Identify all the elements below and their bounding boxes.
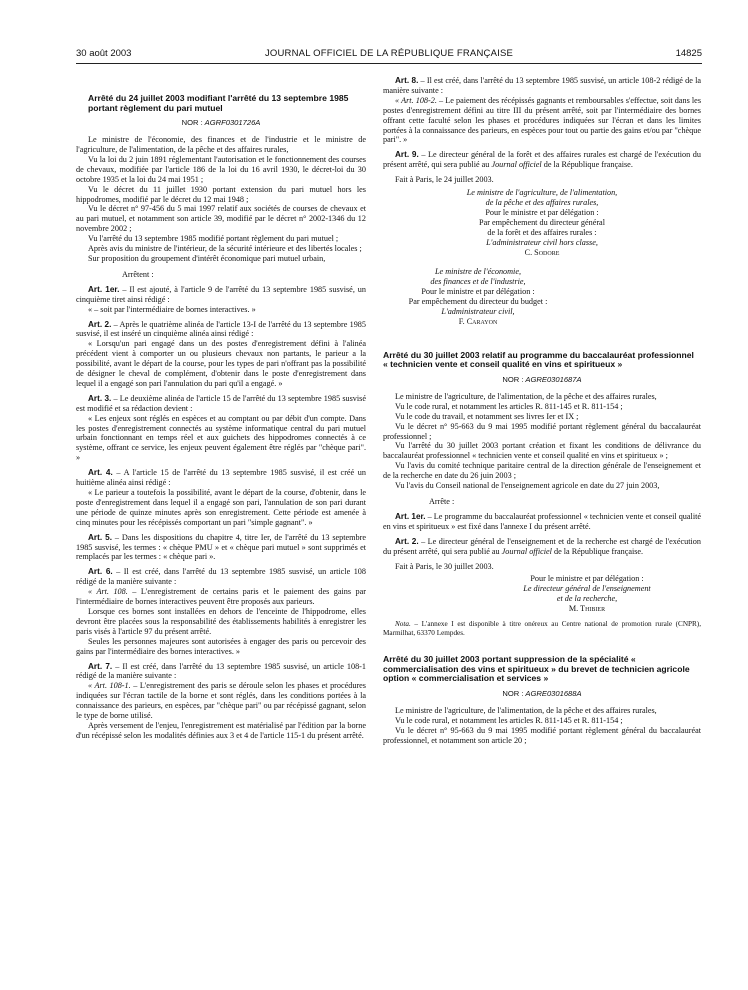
article-text: – Il est créé, dans l'arrêté du 13 septembre 1985 susvisé, un article 108-2 rédigé de la manière suivante : [383, 76, 701, 95]
signature-line: et de la recherche, [556, 594, 618, 604]
quote-label: « Art. 108-1. [88, 681, 131, 691]
quote-label: « Art. 108. [88, 587, 128, 597]
article-label: Art. 2. [395, 536, 419, 546]
article-1 [76, 285, 366, 305]
paragraph: Vu l'arrêté du 13 septembre 1985 modifié portant règlement du pari mutuel ; [88, 234, 339, 244]
signatory-name: C. Sodore [524, 247, 560, 257]
article-label: Art. 2. [88, 319, 112, 329]
header-date: 30 août 2003 [76, 48, 132, 59]
paragraph: Vu l'avis du comité technique paritaire central de la direction générale de l'enseignement et de la recherche en date du 26 juin 2003 ; [383, 461, 701, 481]
paragraph: Lorsque ces bornes sont installées en dehors de l'enceinte de l'hippodrome, elles devront être placées sous la responsabilité des établissements habilités à enregistrer les paris visés à l'article 97 du présent arrêté. [76, 606, 366, 636]
nor-reference [76, 118, 366, 128]
article-label: Art. 3. [88, 393, 112, 403]
signatory-name: F. Carayon [458, 316, 498, 326]
signature-line: de la pêche et des affaires rurales, [485, 197, 599, 207]
paragraph: Le ministre de l'agriculture, de l'alimentation, de la pêche et des affaires rurales, [395, 705, 657, 715]
decree-title: Arrêté du 30 juillet 2003 portant suppression de la spécialité « commercialisation des vins et spiritueux » du brevet de technicien agricole option « commercialisation et services » [383, 654, 690, 684]
nor-label: NOR : [181, 118, 203, 128]
left-column [76, 94, 366, 741]
paragraph: Vu le code rural, et notamment les articles R. 811-145 et R. 811-154 ; [395, 715, 623, 725]
decree-title: Arrêté du 24 juillet 2003 modifiant l'arrêté du 13 septembre 1985 portant règlement du pari mutuel [88, 93, 349, 113]
article-quote: « Lorsqu'un pari engagé dans un des postes d'enregistrement défini à l'alinéa précédent vient à comporter un ou plusieurs chevaux non partants, le parieur a la possibilité, avant le départ de la course, pour les types de pari n'offrant pas la possibilité de désigner le cheval de complément, d'obtenir dans le poste d'enregistrement dans lequel il a engagé son pari l'annulation du pari qu'il a engagé. » [76, 339, 366, 388]
paragraph: Vu le décret n° 95-663 du 9 mai 1995 modifié portant règlement général du baccalauréat professionnel ; [383, 421, 701, 441]
quote-text: – L'enregistrement des paris se déroule selon les phases et procédures indiquées sur l'écran tactile de la borne et sont réglés, dans les conditions portées à la connaissance des parieurs, en espèces, par "chèque pari" ou par récépissé gagnant, selon le type de borne utilisé. [76, 681, 366, 721]
article-text: – Il est ajouté, à l'article 9 de l'arrêté du 13 septembre 1985 susvisé, un cinquième tiret ainsi rédigé : [76, 284, 366, 304]
article-text: – Il est créé, dans l'arrêté du 13 septembre 1985 susvisé, un article 108-1 rédigé de la manière suivante : [76, 661, 366, 681]
signature-line: de la forêt et des affaires rurales : [487, 227, 597, 237]
decree-title: Arrêté du 30 juillet 2003 relatif au programme du baccalauréat professionnel « technicien vente et conseil qualité en vins et spiritueux » [383, 349, 694, 370]
section-spacer [383, 637, 701, 655]
arretent-heading: Arrêtent : [122, 269, 154, 279]
article-2 [383, 537, 701, 557]
right-column [383, 76, 701, 746]
nota-note [383, 620, 701, 637]
article-label: Art. 7. [88, 661, 113, 671]
nota-text: – L'annexe I est disponible à titre onéreux au Centre national de promotion rurale (CNPR), Marmilhat, 63370 Lempdes. [383, 620, 701, 637]
article-label: Art. 6. [88, 567, 113, 577]
signatory-name: M. Thibier [568, 604, 606, 614]
article-text: – Après le quatrième alinéa de l'article 13-I de l'arrêté du 13 septembre 1985 susvisé, il est inséré un cinquième alinéa ainsi rédigé : [76, 319, 366, 339]
paragraph: Vu l'avis du Conseil national de l'enseignement agricole en date du 27 juin 2003, [395, 481, 660, 491]
article-quote: « Les enjeux sont réglés en espèces et au comptant ou par débit d'un compte. Dans les postes d'enregistrement connectés au système informatique central du pari mutuel urbain fonctionnant en temps réel et aux guichets des hippodromes connectés à ce système, offrant ce service, les enjeux peuvent également être réglés par "chèque pari". » [76, 413, 366, 463]
article-text: – Le directeur général de l'enseignement et de la recherche est chargé de l'exécution du présent arrêté, qui sera publié au [383, 536, 701, 556]
article-quote [76, 587, 366, 607]
article-quote [76, 681, 366, 721]
article-9 [383, 150, 701, 170]
paragraph: Vu le décret n° 97-456 du 5 mai 1997 relatif aux sociétés de courses de chevaux et au pari mutuel, et notamment son article 39, modifié par le décret n° 2002-1346 du 12 novembre 2002 ; [76, 204, 366, 234]
paragraph: Après avis du ministre de l'intérieur, de la sécurité intérieure et des libertés locales ; [88, 244, 362, 254]
article-text: – Le deuxième alinéa de l'article 15 de l'arrêté du 13 septembre 1985 susvisé est modifié et sa rédaction devient : [76, 393, 366, 413]
article-text: de la République française. [541, 160, 633, 170]
journal-officiel: Journal officiel [491, 160, 542, 170]
nor-label: NOR : [502, 375, 524, 385]
nor-reference [383, 375, 701, 385]
article-4 [76, 468, 366, 488]
article-label: Art. 9. [395, 150, 419, 160]
article-quote: « – soit par l'intermédiaire de bornes interactives. » [88, 304, 256, 314]
article-7 [76, 662, 366, 682]
paragraph: Vu le décret du 11 juillet 1930 portant extension du pari mutuel hors les hippodromes, modifié par le décret du 12 mai 1948 ; [76, 184, 366, 204]
paragraph: Le ministre de l'agriculture, de l'alimentation, de la pêche et des affaires rurales, [395, 391, 657, 401]
paragraph: Vu la loi du 2 juin 1891 réglementant l'autorisation et le fonctionnement des courses de chevaux, modifiée par l'article 186 de la loi du 16 avril 1930, le décret-loi du 30 octobre 1935 et la loi du 24 mai 1951 ; [76, 154, 366, 184]
article-text: – Dans les dispositions du chapitre 4, titre Ier, de l'arrêté du 13 septembre 1985 susvisé, les termes : « chèque PMU » et « chèque pari mutuel » sont supprimés et remplacés par les termes : « chèque pari ». [76, 532, 366, 562]
article-1 [383, 512, 701, 532]
fait-a-paris: Fait à Paris, le 30 juillet 2003. [395, 561, 494, 571]
article-text: de la République française. [551, 546, 644, 556]
article-text: – Le programme du baccalauréat professionnel « technicien vente et conseil qualité en vins et spiritueux » est fixé dans l'annexe I du présent arrêté. [383, 511, 701, 531]
paragraph: Seules les personnes majeures sont autorisées à engager des paris ou percevoir des gains par l'intermédiaire des bornes interactives. » [76, 636, 366, 656]
nor-code: AGRF0301726A [204, 118, 261, 128]
arrete-heading: Arrête : [429, 497, 455, 506]
signature-block-2 [383, 267, 573, 326]
signature-line: Pour le ministre et par délégation : [485, 207, 599, 217]
paragraph: Vu l'arrêté du 30 juillet 2003 portant création et fixant les conditions de délivrance du baccalauréat professionnel « technicien vente et conseil qualité en vins et spiritueux » ; [383, 441, 701, 461]
signature-line: L'administrateur civil, [441, 307, 515, 317]
article-5 [76, 533, 366, 563]
nor-label: NOR : [502, 689, 524, 699]
signature-line: Par empêchement du directeur du budget : [408, 297, 548, 307]
article-8 [383, 76, 701, 96]
article-text: – Il est créé, dans l'arrêté du 13 septembre 1985 susvisé, un article 108 rédigé de la manière suivante : [76, 567, 366, 587]
quote-label: « Art. 108-2. [395, 95, 437, 105]
article-label: Art. 8. [395, 76, 419, 85]
signature-line: Pour le ministre et par délégation : [421, 287, 535, 297]
nor-reference [383, 689, 701, 699]
quote-text: – L'enregistrement de certains paris et le paiement des gains par l'intermédiaire de bornes interactives peuvent être proposés aux parieurs. [76, 587, 366, 607]
header-journal-title: JOURNAL OFFICIEL DE LA RÉPUBLIQUE FRANÇAISE [264, 48, 514, 59]
paragraph: Vu le code rural, et notamment les articles R. 811-145 et R. 811-154 ; [395, 401, 623, 411]
paragraph: Vu le décret n° 95-663 du 9 mai 1995 modifié portant règlement général du baccalauréat professionnel, et notamment son article 20 ; [383, 725, 701, 745]
paragraph: Vu le code du travail, et notamment ses livres Ier et IX ; [395, 411, 579, 421]
signature-line: des finances et de l'industrie, [430, 277, 526, 287]
article-quote [383, 96, 701, 146]
article-text: – Le directeur général de la forêt et des affaires rurales est chargé de l'exécution du présent arrêté, qui sera publié au [383, 150, 701, 170]
article-label: Art. 1er. [395, 511, 426, 521]
signature-line: Le ministre de l'économie, [434, 267, 522, 277]
article-6 [76, 567, 366, 587]
article-text: – A l'article 15 de l'arrêté du 13 septembre 1985 susvisé, il est créé un huitième alinéa ainsi rédigé : [76, 468, 366, 488]
journal-officiel: Journal officiel [501, 546, 552, 556]
paragraph: Après versement de l'enjeu, l'enregistrement est matérialisé par l'édition par la borne d'un récépissé selon les modalités définies aux 3 et 4 de l'article 115-1 du présent arrêté. [76, 720, 366, 740]
article-quote: « Le parieur a toutefois la possibilité, avant le départ de la course, d'obtenir, dans le poste d'enregistrement dans lequel il a engagé son pari, l'annulation de son pari durant une période de quinze minutes après son enregistrement. Cette période est amenée à cinq minutes pour les récépissés comportant un pari "simple gagnant". » [76, 488, 366, 527]
article-label: Art. 4. [88, 468, 113, 478]
signature-block-3 [473, 574, 701, 614]
nota-label: Nota. [395, 620, 411, 629]
header-rule [76, 63, 702, 64]
section-spacer [383, 327, 701, 351]
header-page-number: 14825 [675, 48, 702, 59]
signature-line: Par empêchement du directeur général [479, 217, 605, 227]
signature-line: L'administrateur civil hors classe, [486, 237, 598, 247]
signature-line: Le ministre de l'agriculture, de l'alimentation, [466, 188, 618, 198]
nor-code: AGRE0301687A [525, 375, 582, 385]
signature-line: Le directeur général de l'enseignement [523, 584, 651, 594]
fait-a-paris: Fait à Paris, le 24 juillet 2003. [395, 175, 494, 185]
paragraph: Le ministre de l'économie, des finances et de l'industrie et le ministre de l'agriculture, de l'alimentation, de la pêche et des affaires rurales, [76, 135, 366, 154]
signature-line: Pour le ministre et par délégation : [530, 574, 644, 584]
article-label: Art. 5. [88, 532, 113, 542]
signature-block-1 [383, 188, 701, 257]
nor-code: AGRE0301688A [525, 689, 582, 699]
quote-text: – Le paiement des récépissés gagnants et remboursables s'effectue, soit dans les postes d'enregistrement défini au titre III du présent arrêté, soit par l'intermédiaire des bornes offrant cette faculté selon les phases et procédures indiquées sur l'écran et dans les limites portées à la connaissance des parieurs, en espèces pour tout ou partie des gains et/ou par "chèque pari". » [383, 95, 702, 145]
page-header [76, 48, 702, 62]
article-2 [76, 320, 366, 340]
article-3 [76, 394, 366, 414]
paragraph: Sur proposition du groupement d'intérêt économique pari mutuel urbain, [88, 253, 326, 263]
article-label: Art. 1er. [88, 284, 120, 294]
